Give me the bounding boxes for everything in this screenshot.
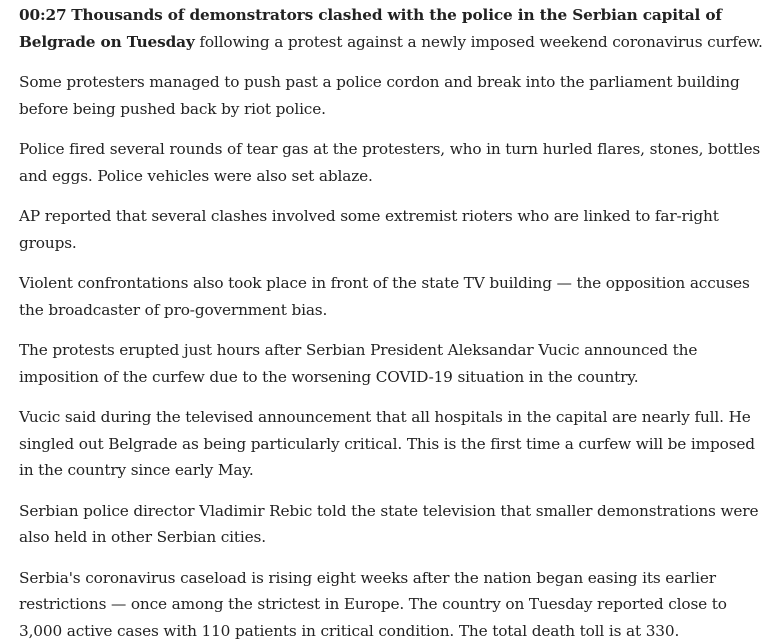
paragraph: Police fired several rounds of tear gas at the protesters, who in turn hurled flares, stones, bottles and eggs. Police vehicles were also set ablaze. (19, 136, 768, 189)
paragraph: Some protesters managed to push past a police cordon and break into the parliament building before being pushed back by riot police. (19, 69, 768, 122)
paragraph: AP reported that several clashes involved some extremist rioters who are linked to far-right groups. (19, 203, 768, 256)
paragraph: Serbia's coronavirus caseload is rising eight weeks after the nation began easing its earlier restrictions — once among the strictest in Europe. The country on Tuesday reported close to 3,000 active cases with 110 patients in critical condition. The total death toll is at 330. (19, 565, 768, 644)
lead-text: following a protest against a newly imposed weekend coronavirus curfew. (199, 33, 762, 51)
timestamp: 00:27 (19, 6, 66, 24)
paragraph: Vucic said during the televised announcement that all hospitals in the capital are nearly full. He singled out Belgrade as being particularly critical. This is the first time a curfew will be imposed in the country since early May. (19, 404, 768, 484)
lead-headline: Thousands of demonstrators clashed with the police in the Serbian capital of Belgrade on Tuesday (19, 6, 722, 51)
lead-paragraph (19, 2, 768, 55)
paragraph: Violent confrontations also took place in front of the state TV building — the opposition accuses the broadcaster of pro-government bias. (19, 270, 768, 323)
paragraph: The protests erupted just hours after Serbian President Aleksandar Vucic announced the imposition of the curfew due to the worsening COVID-19 situation in the country. (19, 337, 768, 390)
paragraph: Serbian police director Vladimir Rebic told the state television that smaller demonstrations were also held in other Serbian cities. (19, 498, 768, 551)
